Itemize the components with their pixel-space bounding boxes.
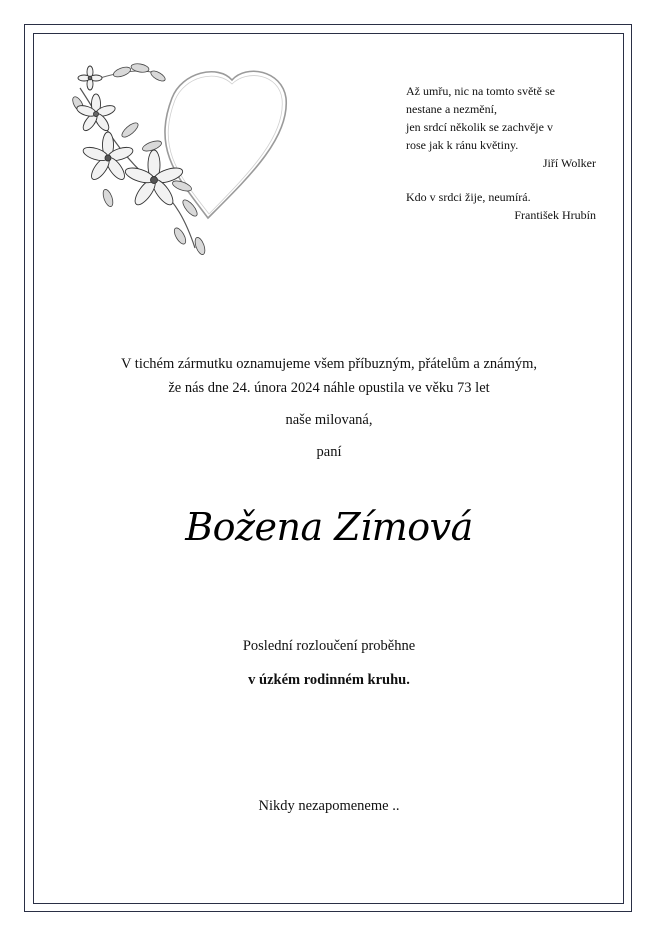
- poem1-author: Jiří Wolker: [542, 156, 596, 170]
- poem1-line-4: rose jak k ránu květiny.: [406, 138, 519, 152]
- poem-quotes: [406, 82, 596, 224]
- announcement-line-4: paní: [316, 444, 342, 460]
- announcement-line-2: že nás dne 24. února 2024 náhle opustila ve věku 73 let: [168, 380, 490, 396]
- poem2-line-1: Kdo v srdci žije, neumírá.: [406, 190, 531, 204]
- poem1-line-2: nestane a nezmění,: [406, 102, 497, 116]
- poem1-line-3: jen srdcí několik se zachvěje v: [406, 120, 553, 134]
- farewell-line-2: v úzkém rodinném kruhu.: [248, 672, 410, 688]
- closing-line: Nikdy nezapomeneme ..: [258, 798, 400, 814]
- heart-flower-ornament: [60, 58, 310, 268]
- announcement-line-1: V tichém zármutku oznamujeme všem příbuzným, přátelům a známým,: [120, 356, 538, 372]
- poem1-line-1: Až umřu, nic na tomto světě se: [406, 84, 555, 98]
- announcement-line-3: naše milovaná,: [285, 412, 373, 428]
- farewell-line-1: Poslední rozloučení proběhne: [242, 638, 416, 654]
- poem2-author: František Hrubín: [514, 208, 596, 222]
- deceased-name: Božena Zímová: [185, 505, 473, 549]
